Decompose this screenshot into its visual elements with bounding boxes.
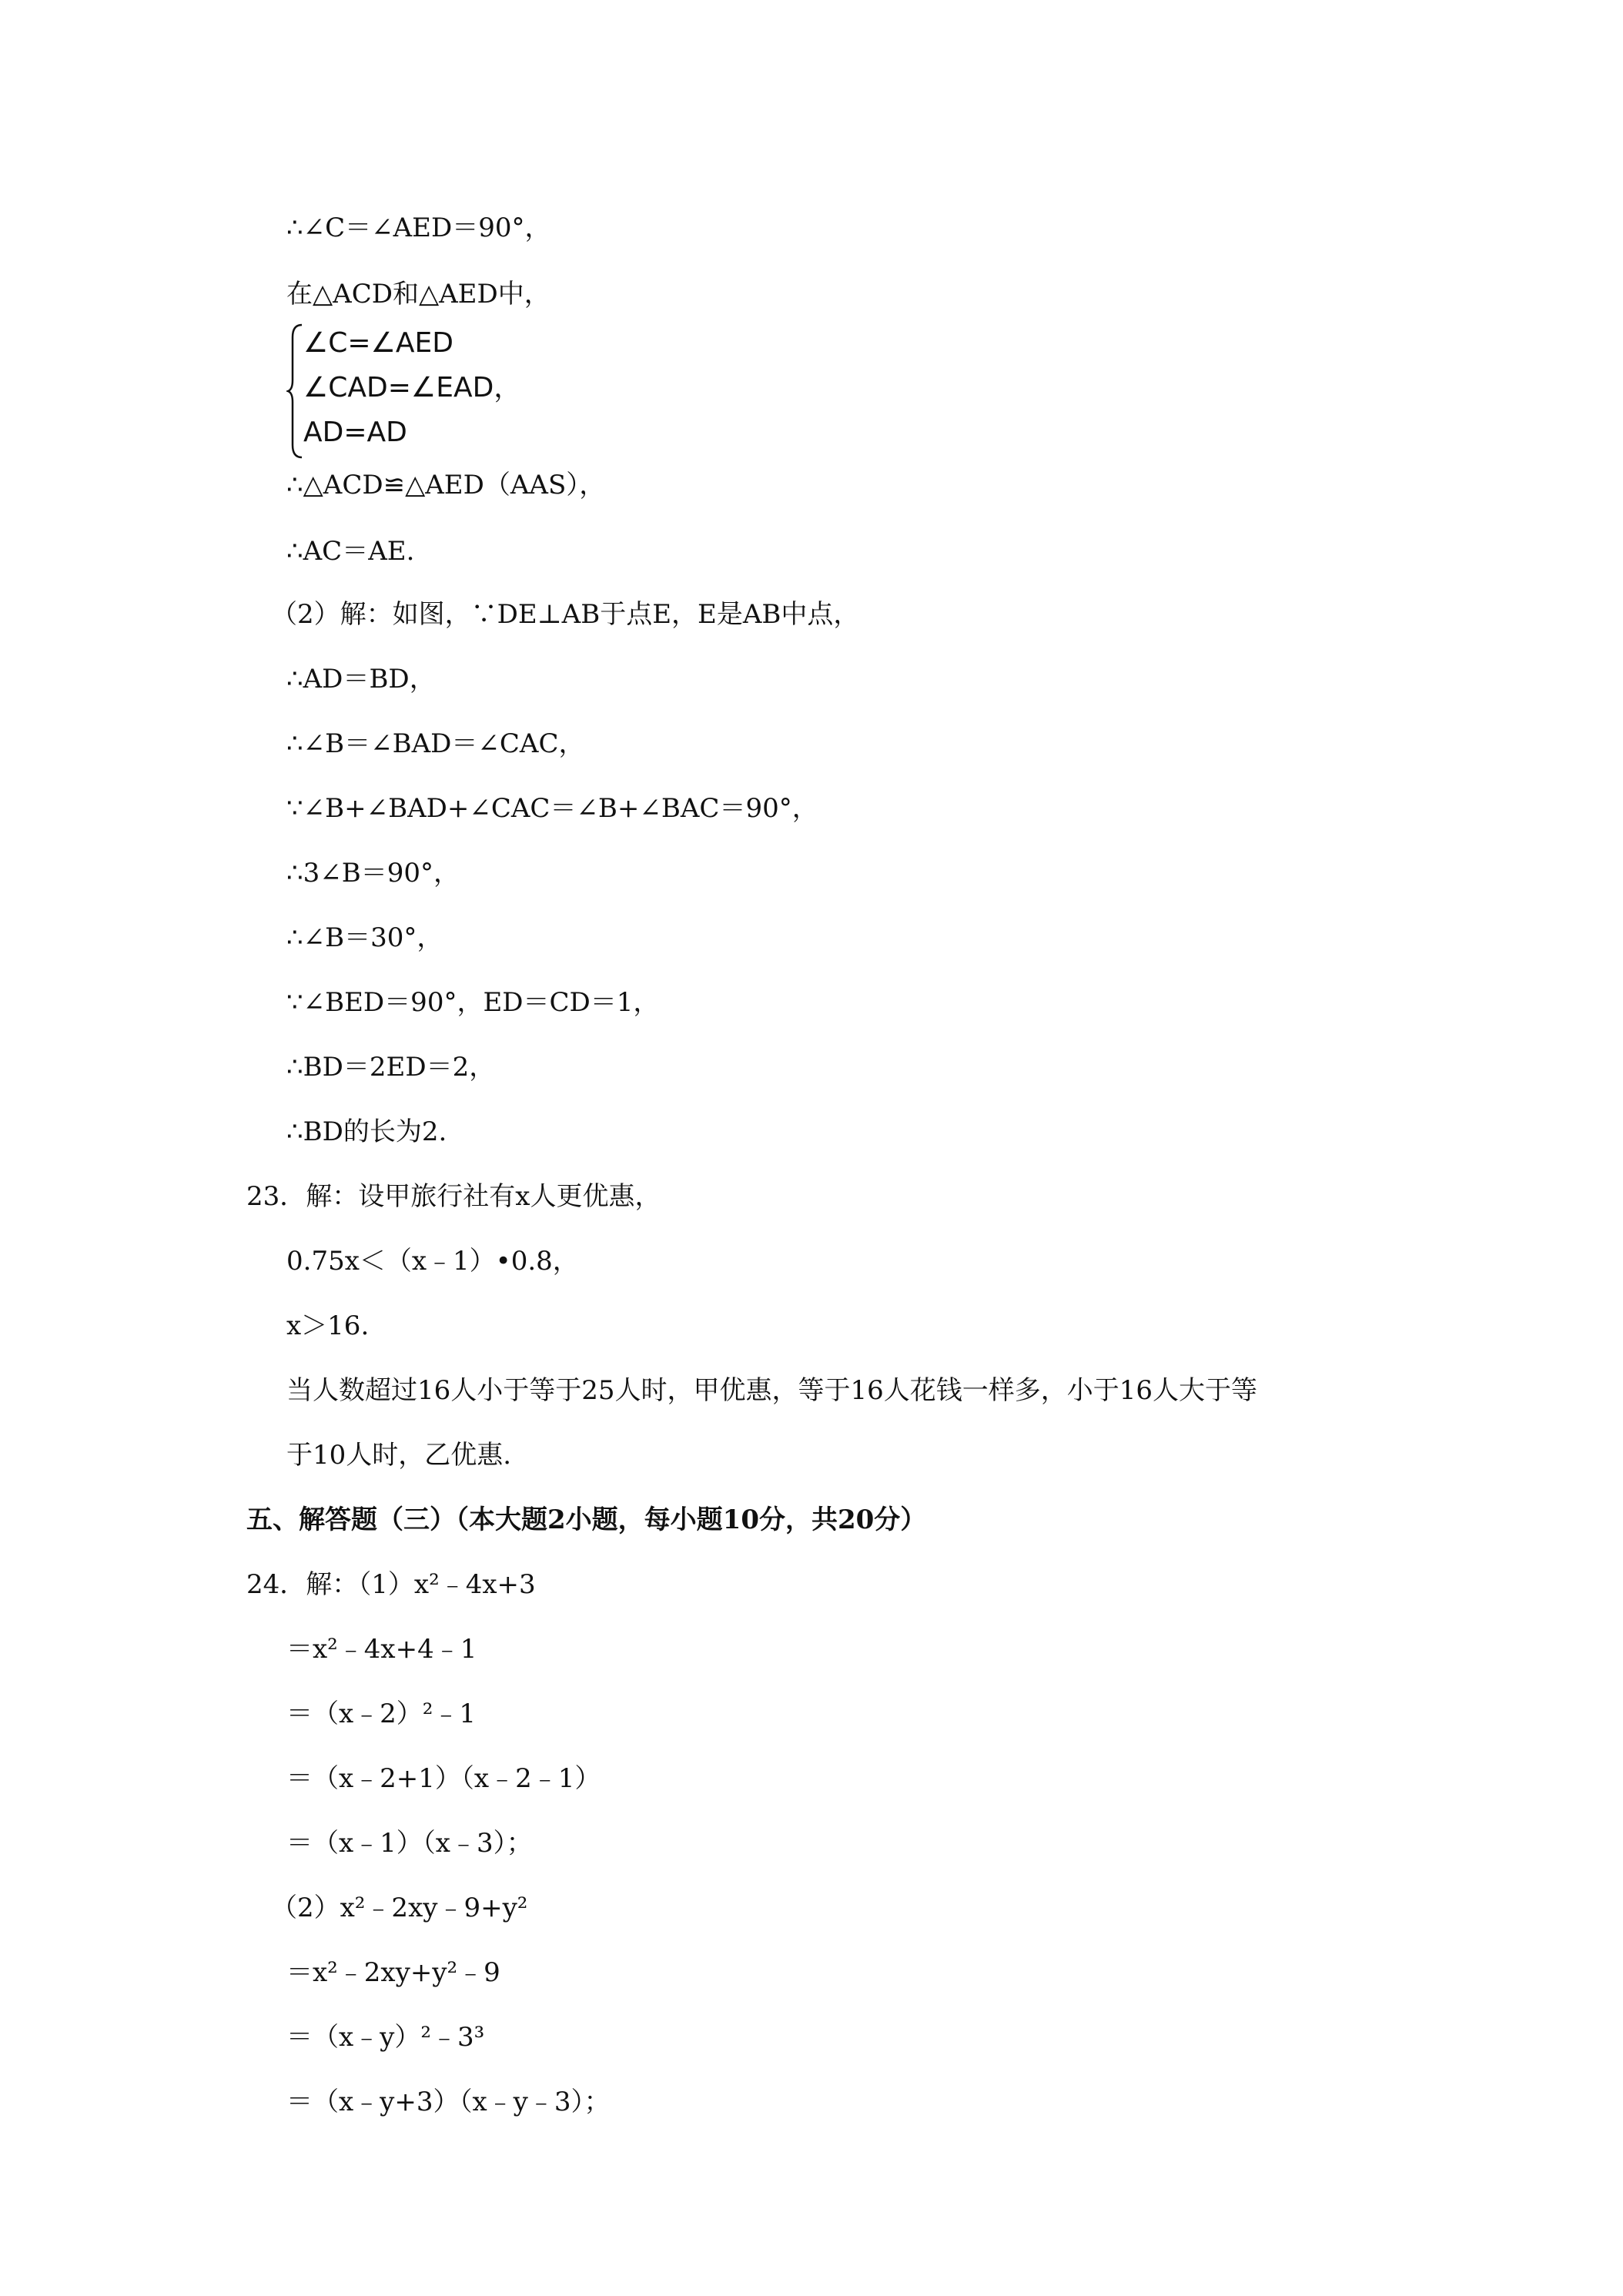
text-line: ∵∠B+∠BAD+∠CAC＝∠B+∠BAC＝90°，: [286, 793, 818, 824]
text-line: 在△ACD和△AED中，: [286, 279, 550, 310]
equation-system: [286, 322, 522, 460]
question-23: 23．解：设甲旅行社有x人更优惠，: [246, 1181, 661, 1212]
text-line: ∵∠BED＝90°，ED＝CD＝1，: [286, 987, 660, 1018]
text-line: ∴AD＝BD，: [286, 664, 436, 694]
text-line: ∴BD的长为2.: [286, 1116, 447, 1147]
text-line: ＝x²﹣4x+4﹣1: [286, 1634, 477, 1665]
system-row-3: AD=AD: [303, 417, 407, 448]
text-line: 当人数超过16人小于等于25人时，甲优惠，等于16人花钱一样多，小于16人大于等: [286, 1375, 1258, 1406]
text-line: ∴∠B＝30°，: [286, 922, 443, 953]
text-line: ＝（x﹣y+3）（x﹣y﹣3）；: [286, 2087, 611, 2117]
question-24: 24．解：（1）x²﹣4x+3: [246, 1569, 536, 1600]
text-line: （2）解：如图，∵DE⊥AB于点E，E是AB中点，: [271, 599, 860, 630]
text-line: ＝（x﹣2）²﹣1: [286, 1699, 477, 1729]
text-line: （2）x²﹣2xy﹣9+y²: [271, 1893, 528, 1923]
left-brace-icon: [286, 322, 305, 460]
text-line: x＞16.: [286, 1310, 370, 1341]
text-line: ∴∠C＝∠AED＝90°，: [286, 213, 551, 243]
text-line: ＝（x﹣2+1）（x﹣2﹣1）: [286, 1763, 601, 1794]
text-line: ∴BD＝2ED＝2，: [286, 1052, 496, 1083]
text-line: 0.75x＜（x﹣1）•0.8，: [286, 1246, 579, 1277]
system-row-2: ∠CAD=∠EAD，: [303, 372, 522, 403]
text-line: ＝（x﹣1）（x﹣3）；: [286, 1828, 533, 1859]
text-line: ∴∠B＝∠BAD＝∠CAC，: [286, 728, 585, 759]
text-line: ＝（x﹣y）²﹣3³: [286, 2022, 485, 2053]
text-line: ∴△ACD≌△AED（AAS），: [286, 470, 606, 500]
text-line: ∴AC＝AE.: [286, 536, 415, 567]
section-heading: 五、解答题（三）（本大题2小题，每小题10分，共20分）: [246, 1504, 927, 1535]
text-line: ∴3∠B＝90°，: [286, 858, 460, 889]
text-line: ＝x²﹣2xy+y²﹣9: [286, 1957, 500, 1988]
text-line: 于10人时，乙优惠.: [286, 1440, 512, 1471]
system-row-1: ∠C=∠AED: [303, 327, 453, 359]
